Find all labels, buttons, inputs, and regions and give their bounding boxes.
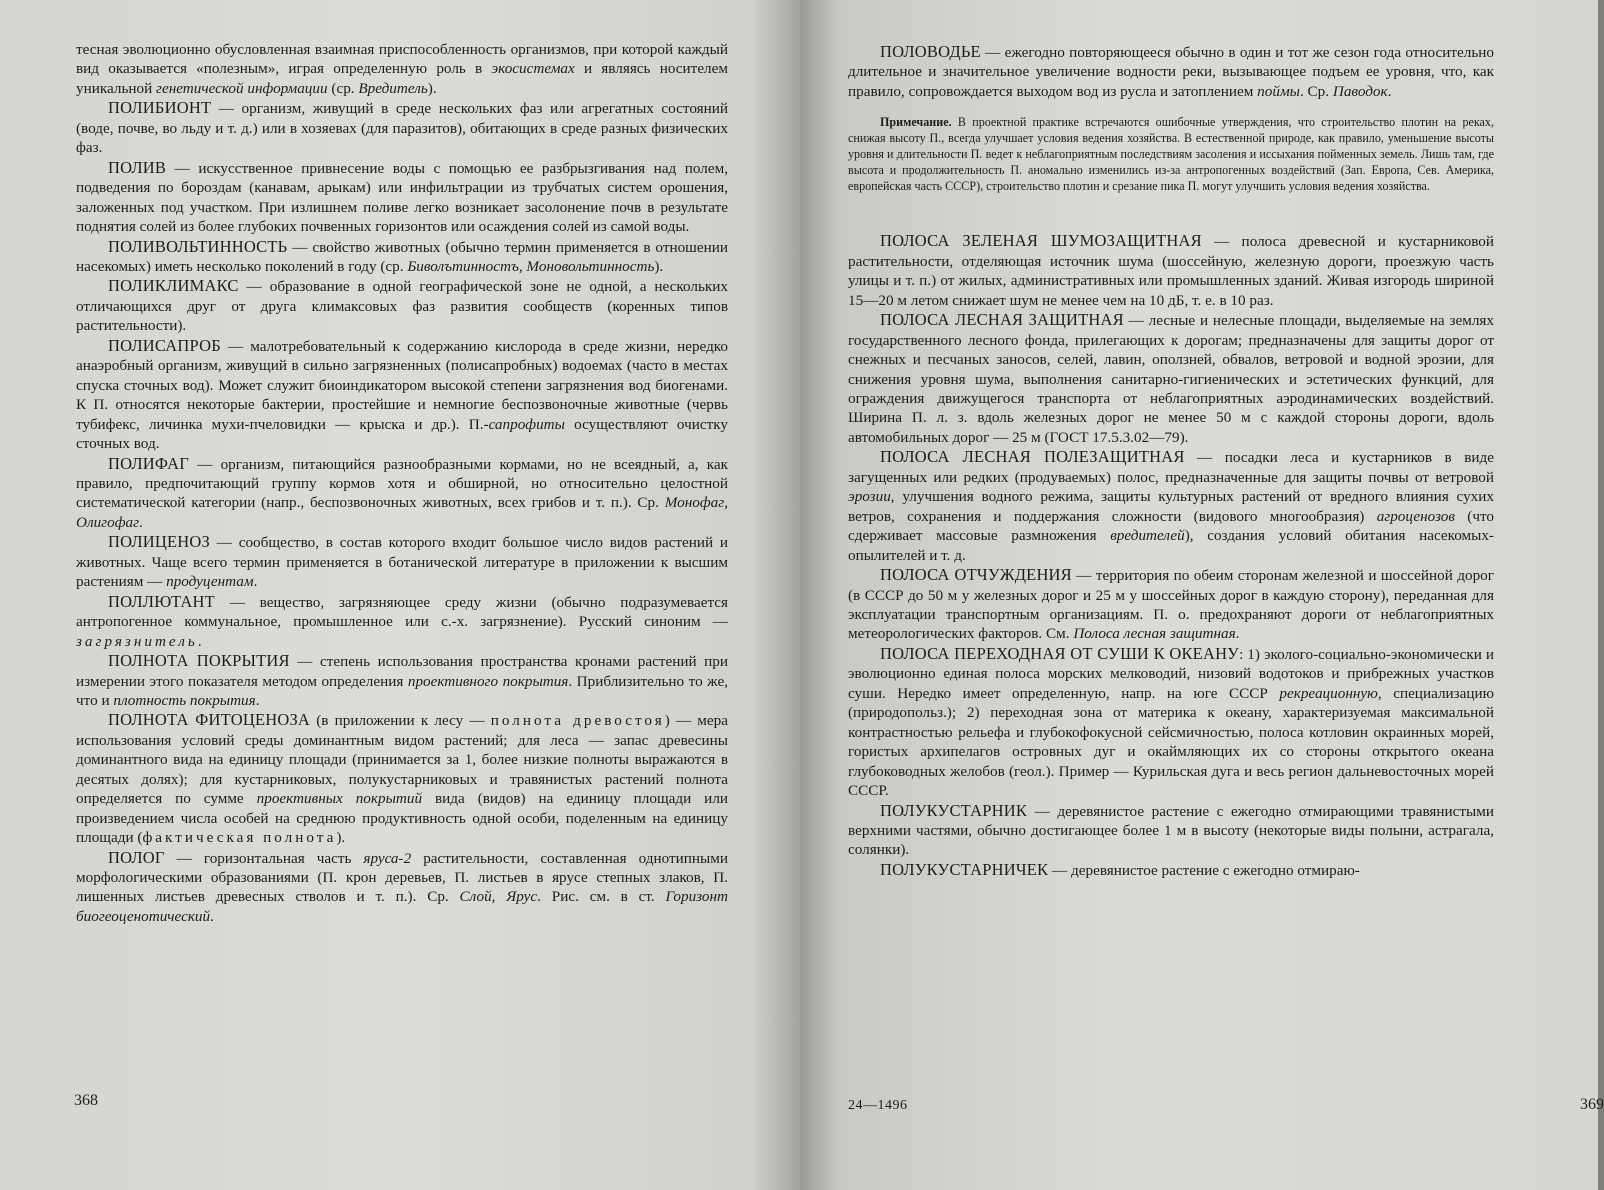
entry-headword: ПОЛУКУСТАРНИЧЕК [880, 859, 1049, 879]
note-label: Примечание. [880, 115, 952, 130]
entry-headword: ПОЛУКУСТАРНИК [880, 800, 1028, 820]
entry-headword: ПОЛОСА ЛЕСНАЯ ПОЛЕЗАЩИТНАЯ [880, 447, 1185, 467]
entry-text: . [197, 632, 202, 650]
entry-text: — образование в одной географической зоне не одной, а нескольких отличающихся друг от друга климаксовых фаз развития сообществ (коренных типов растительности). [76, 278, 728, 335]
entry-headword: ПОЛОГ [108, 847, 165, 867]
entry-headword: ПОЛИВ [108, 157, 167, 177]
entry-text: осуществляют очистку сточных вод. [76, 415, 728, 453]
entry-text: и являясь носителем уникальной [76, 60, 728, 97]
dictionary-entry [76, 98, 728, 157]
cross-reference: Вредитель [358, 79, 428, 97]
dictionary-entry [848, 42, 1494, 101]
entry-headword: ПОЛИВОЛЬТИННОСТЬ [108, 236, 288, 256]
entry-text: — вещество, загрязняющее среду жизни (обычно подразумевается антропогенное коммунальное, промышленное или с.-х. загрязнение). Русский синоним — [76, 593, 728, 631]
entry-text: вида (видов) на единицу площади или произведением числа особей на среднюю продуктивность одной особи, поделенным на единицу площади ( [76, 790, 729, 847]
dictionary-entry [848, 801, 1494, 860]
entry-text: — деревянистое растение с ежегодно отмирающими травянистыми верхними частями, обычно достигающее более 1 м в высоту (некоторые виды полыни, астрагала, солянки). [848, 802, 1494, 859]
cross-reference: экосистемах [491, 60, 575, 78]
dictionary-entry [76, 710, 728, 847]
dictionary-entry [76, 454, 728, 533]
entry-text: — ежегодно повторяющееся обычно в один и тот же сезон года относительно длительное и значительное увеличение водности реки, вызывающее подъем ее уровня, что, как правило, сопровождается выходом вод из русла и затоплением [848, 44, 1494, 100]
entry-headword: ПОЛНОТА ФИТОЦЕНОЗА [108, 710, 311, 730]
entry-text: . Рис. см. в ст. [537, 888, 666, 906]
note-text: В проектной практике встречаются ошибочные утверждения, что строительство плотин на реках, снижая высоту П., всегда улучшает условия ведения хозяйства. В естественной природе, как правило, уменьшение высоты уровня и длительности П. ведет к неблагоприятным последствиям засоления и иссыхания пойменных земель. Лишь там, где высота и продолжительность П. аномально изменились из-за антропогенных воздействий (Зап. Европа, Сев. Америка, европейская часть СССР), строительство плотин и срезание пика П. могут улучшить условия ведения хозяйства. [848, 115, 1494, 194]
entry-headword: ПОЛОСА ОТЧУЖДЕНИЯ [880, 565, 1072, 585]
entry-text: . [255, 691, 260, 709]
entry-text: : 1) эколого-социально-экономически и эволюционно единая полоса морских мелководий, низовий водотоков и прибрежных участков суши. Нередко имеет определенную, напр. на юге СССР [848, 645, 1494, 702]
entry-text: — степень использования пространства кронами растений при измерении этого показателя методом определения [76, 653, 729, 690]
left-page [0, 0, 800, 1190]
entry-headword: ПОЛИКЛИМАКС [108, 276, 239, 296]
entry-text: (в приложении к лесу — [310, 712, 491, 730]
entry-text: — искусственное привнесение воды с помощью ее разбрызгивания над полем, подведения по бороздам (канавам, арыкам) или инфильтрации из трубчатых систем орошения, заложенных под участком. При излишнем поливе легко возникает засолонение почв в результате поднятия солей из более глубоких почвенных горизонтов или осаждения солей из самой воды. [76, 159, 728, 236]
cross-reference: Биволътинностъ, Моновольтинность [407, 257, 655, 275]
cross-reference: загрязнитель [76, 632, 198, 650]
cross-reference: Горизонт биогеоценотический [76, 888, 729, 925]
entry-text: ). [654, 257, 664, 275]
right-page [800, 0, 1604, 1190]
entry-headword: ПОЛОСА ЗЕЛЕНАЯ ШУМОЗАЩИТНАЯ [880, 231, 1202, 251]
entry-text: (что сдерживает массовые размножения [848, 507, 1494, 545]
entry-text: . [210, 907, 214, 925]
entries-before-note [848, 42, 1494, 101]
dictionary-entry [848, 860, 1494, 880]
entry-text: . Приблизительно то же, что и [76, 672, 728, 709]
entry-text: — организм, живущий в среде нескольких фаз или агрегатных состояний (воде, почве, во льду и т. д.) или в хозяевах (для паразитов), обитающих в среде разных физических фаз. [76, 100, 728, 157]
cross-reference: Слой, Ярус [459, 888, 538, 906]
cross-reference: яруса-2 [363, 849, 412, 867]
entry-text: . [1235, 625, 1240, 643]
entry-headword: ПОЛИФАГ [108, 453, 189, 473]
entry-headword: ПОЛИСАПРОБ [108, 335, 221, 355]
cross-reference: сапрофиты [488, 415, 565, 433]
entry-text: фактическая полнота [142, 829, 337, 847]
entry-text: растительности, составленная однотипными морфологическими образованиями (П. крон деревьев, П. листьев в ярусе степных злаков, П. лишенных листьев древесных стволов и т. п.). Ср. [76, 849, 728, 906]
entry-text: — полоса древесной и кустарниковой растительности, отделяющая источник шума (шоссейную, железную дороги, проезжую часть улицы и т. п.) от жилых, административных или промышленных зданий. Живая изгородь шириной 15—20 м летом снижает шум не менее чем на 10 дБ, т. е. в 10 раз. [848, 233, 1494, 309]
dictionary-entry [848, 231, 1494, 310]
entry-text: , специализацию (природопольз.); 2) переходная зона от материка к океану, характеризуемая максимальной контрастностью рельефа и глубокофокусной сейсмичностью, полоса котловин окраинных морей, гористых архипелагов островных дуг и окаймляющих их со стороны открытого океана глубоководных желобов (геол.). Пример — Курильская дуга и весь регион дальневосточных морей СССР. [848, 684, 1494, 800]
entry-text: тесная эволюционно обусловленная взаимная приспособленность организмов, при которой каждый вид оказывается «полезным», играя определенную роль в [76, 41, 728, 78]
cross-reference: Монофаг, Олигофаг [76, 494, 728, 531]
entry-text: (ср. [327, 79, 359, 97]
cross-reference: проективных покрытий [256, 790, 423, 808]
cross-reference: эрозии [848, 488, 891, 506]
dictionary-entry [76, 336, 728, 454]
right-column [848, 42, 1494, 880]
cross-reference: вредителей [1110, 527, 1185, 545]
entry-text: — малотребовательный к содержанию кислорода в среде жизни, нередко анаэробный организм, живущий в сильно загрязненных (полисапробных) водоемах (часто в местах спуска сточных вод). Может служит биоиндикатором высокой степени загрязнения вод биогенами. К П. относятся некоторые бактерии, простейшие и немногие беспозвоночные животные (червь тубифекс, личинка мухи-пчеловидки — крыска и др.). П.- [76, 337, 728, 433]
entry-text: — лесные и нелесные площади, выделяемые на землях государственного лесного фонда, прилегающих к дорогам; предназначены для защиты дорог от снежных и песчаных заносов, селей, лавин, оползней, обвалов, ветровой и водной эрозии, для снижения уровня шума, выполнения санитарно-гигиенических и эстетических функций, для ограждения движущегося транспорта от неблагоприятных аэродинамических воздействий. Ширина П. л. з. вдоль железных дорог не менее 50 м с каждой стороны дороги, вдоль автомобильных дорог — 25 м (ГОСТ 17.5.3.02—79). [848, 312, 1494, 446]
entry-text: — организм, питающийся разнообразными кормами, но не всеядный, а, как правило, предпочитающий группу кормов хотя и обширной, но относительно целостной систематической категории (напр., беспозвоночных животных, всех грибов и т. п.). Ср. [76, 455, 728, 512]
editorial-note [848, 114, 1494, 194]
section-gap [848, 194, 1494, 231]
entry-headword: ПОЛОСА ПЕРЕХОДНАЯ ОТ СУШИ К ОКЕАНУ [880, 643, 1240, 663]
dictionary-entry [76, 651, 728, 710]
entries-after-note [848, 231, 1494, 880]
dictionary-entry [848, 644, 1494, 801]
entry-text: — свойство животных (обычно термин применяется в отношении насекомых) иметь несколько поколений в году (ср. [76, 238, 728, 275]
entry-headword: ПОЛИБИОНТ [108, 98, 212, 118]
entry-headword: ПОЛОСА ЛЕСНАЯ ЗАЩИТНАЯ [880, 310, 1124, 330]
dictionary-entry [76, 237, 728, 277]
entry-text: — горизонтальная часть [164, 849, 364, 867]
cross-reference: Паводок [1332, 82, 1388, 100]
entry-text: ) — мера использования условий среды доминантным видом растений; для леса — запас древесины доминантного вида на единицу площади (принимается за 1, более низкие полноты выражаются в десятых долях); для кустарниковых, полукустарниковых и травянистых растений полнота определяется по сумме [76, 712, 728, 808]
entry-text: ). [336, 829, 346, 847]
dictionary-entry [848, 565, 1494, 644]
entry-text: — деревянистое растение с ежегодно отмираю- [1048, 861, 1360, 879]
page-number-left: 368 [74, 1092, 98, 1109]
entry-headword: ПОЛИЦЕНОЗ [108, 532, 211, 552]
printer-signature: 24—1496 [848, 1098, 908, 1113]
cross-reference: рекреационную [1279, 684, 1378, 702]
left-column [76, 40, 728, 926]
entry-headword: ПОЛОВОДЬЕ [880, 42, 981, 61]
entry-headword: ПОЛЛЮТАНТ [108, 591, 215, 611]
page-number-right: 369 [1580, 1096, 1604, 1113]
cross-reference: агроценозов [1376, 507, 1455, 525]
cross-reference: генетической информации [156, 79, 328, 97]
entry-text: . [139, 513, 143, 531]
entry-text: — посадки леса и кустарников в виде загущенных или редких (продуваемых) полос, предназначенные для защиты почвы от ветровой [848, 449, 1494, 486]
entry-headword: ПОЛНОТА ПОКРЫТИЯ [108, 651, 290, 671]
cross-reference: Полоса лесная защитная [1073, 625, 1236, 643]
cross-reference: проективного покрытия [407, 672, 569, 690]
dictionary-entry [76, 848, 728, 927]
entry-text: — территория по обеим сторонам железной и шоссейной дорог (в СССР до 50 м у железных дорог и 25 м у шоссейных дорог в каждую сторону), переданная для эксплуатации транспортным организациям. П. о. предохраняют дороги от неблагоприятных метеорологических факторов. См. [848, 567, 1494, 643]
entry-text: полнота древостоя [490, 712, 665, 730]
entry-text: . [253, 573, 258, 591]
dictionary-entry [76, 276, 728, 335]
dictionary-entry [76, 532, 728, 591]
entry-text: ). [427, 79, 437, 97]
continued-entry [76, 40, 728, 98]
entry-text: — сообщество, в состав которого входит большое число видов растений и животных. Чаще всего термин применяется в ботанической литературе в приложении к высшим растениям — [76, 534, 728, 591]
cross-reference: продуцентам [166, 573, 254, 591]
entry-text: . Ср. [1299, 82, 1333, 100]
entry-text: . [1387, 82, 1392, 100]
dictionary-entry [76, 592, 728, 651]
dictionary-entry [848, 447, 1494, 565]
dictionary-entry [848, 310, 1494, 447]
cross-reference: плотность покрытия [113, 691, 256, 709]
cross-reference: поймы [1257, 82, 1300, 100]
entry-text: ), создания условий обитания насекомых-опылителей и т. д. [848, 527, 1494, 564]
entry-text: , улучшения водного режима, защиты культурных растений от вредного влияния сухих ветров, сохранения и поддержания сложности (видового многообразия) [848, 488, 1494, 525]
dictionary-entry [76, 158, 728, 237]
